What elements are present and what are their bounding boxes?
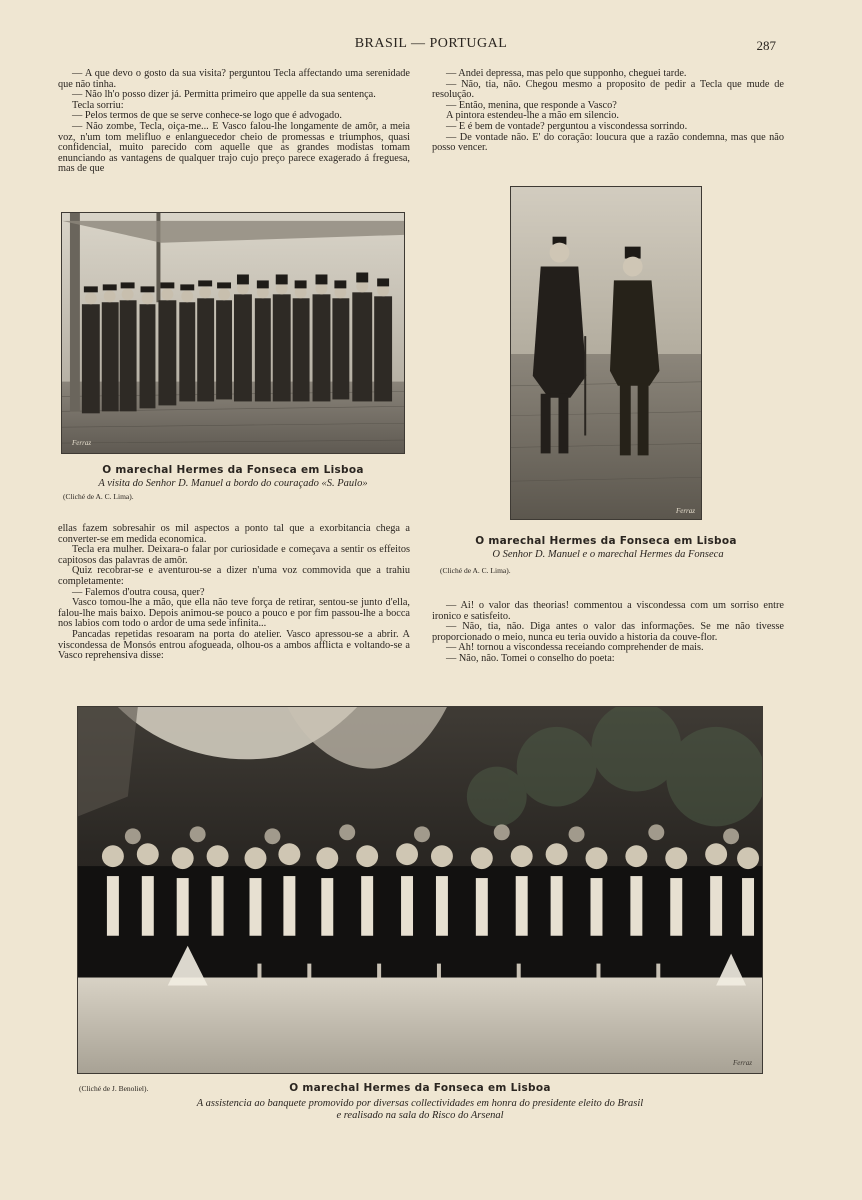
paragraph: — Andei depressa, mas pelo que supponho, cheguei tarde. xyxy=(446,68,687,79)
photo-signature: Ferraz xyxy=(72,439,92,447)
deck-photo-illustration xyxy=(62,213,404,453)
photo-signature: Ferraz xyxy=(675,507,695,515)
paragraph: A pintora estendeu-lhe a mão em silencio. xyxy=(446,110,619,122)
photo3-caption-subtitle-line2: e realisado na sala do Risco do Arsenal xyxy=(336,1110,504,1121)
paragraph: — E é bem de vontade? perguntou a viscondessa sorrindo. xyxy=(446,120,688,132)
page-number: 287 xyxy=(756,38,776,53)
paragraph: — Não, não. Tomei o conselho do poeta: xyxy=(446,652,615,664)
paragraph: Tecla era mulher. Deixara-o falar por curiosidade e começava a sentir os effeitos capitosos das palavras de amôr. xyxy=(58,544,410,566)
text-column-right-mid xyxy=(432,601,784,665)
photo2-caption-subtitle: O Senhor D. Manuel e o marechal Hermes da Fonseca xyxy=(492,549,724,560)
paragraph: Tecla sorriu: xyxy=(72,99,124,111)
paragraph: — Não, tia, não. Chegou mesmo a proposito de pedir a Tecla que mude de resolução. xyxy=(432,78,784,101)
paragraph: — Não, tia, não. Diga antes o valor das informações. Se me não tivesse proporcionado o meio, nunca eu teria ouvido a historia da couve-flor. xyxy=(432,621,784,643)
photo2-caption-title: O marechal Hermes da Fonseca em Lisboa xyxy=(475,535,737,547)
paragraph: — De vontade não. E' do coração: loucura que a razão condemna, mas que não posso vencer. xyxy=(432,131,784,154)
paragraph: — Não lh'o posso dizer já. Permitta primeiro que appelle da sua sentença. xyxy=(72,89,376,101)
paragraph: Vasco tomou-lhe a mão, que ella não teve força de retirar, sentou-se junto d'ella, falou-lhe mais baixo. Depois animou-se pouco a pouco e por fim passou-lhe a bocca nos labios com todo o ardor de uma sede infinita... xyxy=(58,597,410,630)
photo3-caption-title: O marechal Hermes da Fonseca em Lisboa xyxy=(289,1082,551,1094)
portrait-photo-illustration xyxy=(511,187,701,519)
photo-signature: Ferraz xyxy=(732,1059,752,1067)
photo1-caption-title: O marechal Hermes da Fonseca em Lisboa xyxy=(102,464,364,476)
paragraph: Quiz recobrar-se e aventurou-se a dizer n'uma voz commovida que a trahiu completamente: xyxy=(58,565,410,587)
photo1-credit: (Cliché de A. C. Lima). xyxy=(63,492,134,501)
text-column-left-mid xyxy=(58,524,410,662)
photo-two-men xyxy=(510,186,702,520)
photo1-caption-subtitle: A visita do Senhor D. Manuel a bordo do couraçado «S. Paulo» xyxy=(98,478,368,489)
paragraph: — Ai! o valor das theorias! commentou a viscondessa com um sorriso entre ironico e satisfeito. xyxy=(432,600,784,622)
paragraph: — Ah! tornou a viscondessa receiando comprehender de mais. xyxy=(446,642,704,654)
paragraph: Pancadas repetidas resoaram na porta do atelier. Vasco apressou-se a abrir. A viscondessa de Monsós entrou afogueada, olhou-os a ambos afflicta e voltando-se a Vasco reprehensiva disse: xyxy=(58,628,410,662)
banquet-photo-illustration xyxy=(78,707,762,1073)
photo-deck-visit xyxy=(61,212,405,454)
paragraph: — Não zombe, Tecla, oiça-me... E Vasco falou-lhe longamente de amôr, a meia voz, n'um tom melifluo e enlanguecedor cheio de promessas e triumphos, quasi confidencial, muito parecido com aquelle que as grandes modistas tomam enunciando as vantagens de qualquer trajo cujo preço parece exagerado á freguesa, mas de que xyxy=(58,120,410,175)
paragraph: — Pelos termos de que se serve conhece-se logo que é advogado. xyxy=(72,110,342,122)
paragraph: — Falemos d'outra cousa, quer? xyxy=(72,586,205,598)
paragraph: — Então, menina, que responde a Vasco? xyxy=(446,99,617,111)
text-column-left-top xyxy=(58,69,410,175)
text-column-right-top xyxy=(432,69,784,154)
paragraph: ellas fazem sobresahir os mil aspectos a ponto tal que a exorbitancia chega a converter-se em medida economica. xyxy=(58,523,410,545)
photo2-credit: (Cliché de A. C. Lima). xyxy=(440,566,511,575)
photo3-caption-subtitle-line1: A assistencia ao banquete promovido por diversas collectividades em honra do presidente eleito do Brasil xyxy=(196,1098,644,1109)
photo3-credit: (Cliché de J. Benoliel). xyxy=(79,1084,149,1093)
photo-banquet xyxy=(77,706,763,1074)
paragraph: — A que devo o gosto da sua visita? perguntou Tecla affectando uma serenidade que não tinha. xyxy=(58,68,410,90)
running-header: BRASIL — PORTUGAL xyxy=(354,36,508,51)
